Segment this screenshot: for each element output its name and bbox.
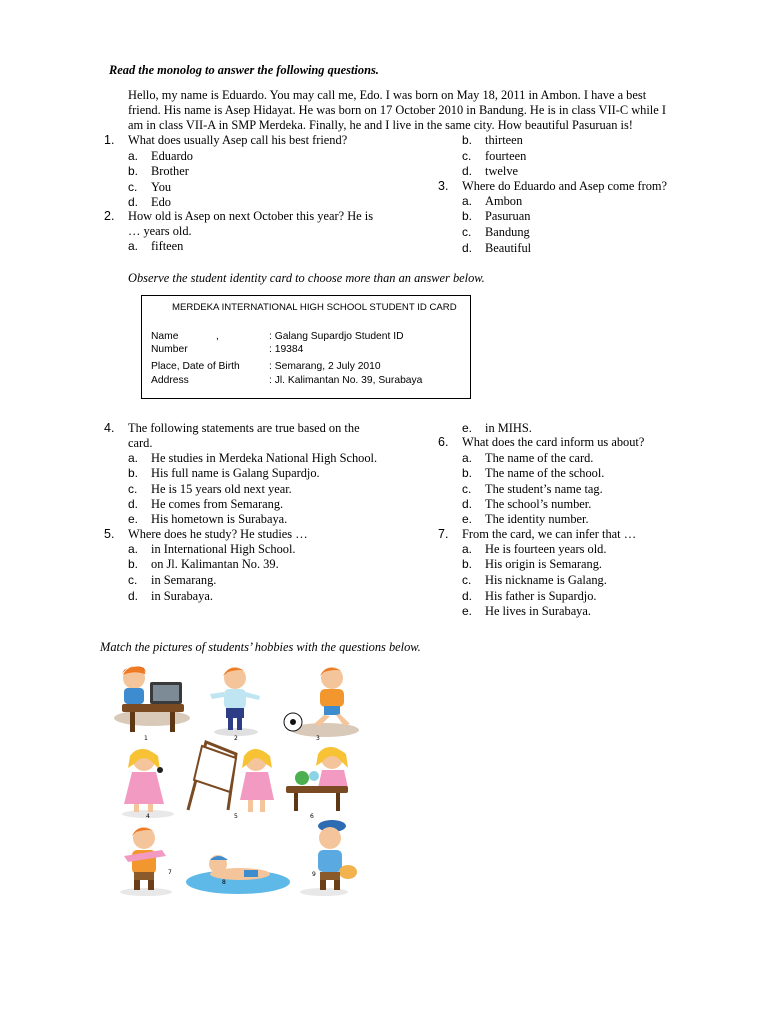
option-letter: b. xyxy=(128,466,139,480)
option-letter: b. xyxy=(462,466,473,480)
hobby-label-2: 2 xyxy=(234,735,238,742)
option-text: The school’s number. xyxy=(485,497,592,511)
option-letter: e. xyxy=(462,512,473,526)
card-name-value: : Galang Supardjo Student ID xyxy=(269,331,404,342)
option-text: He comes from Semarang. xyxy=(151,497,284,511)
hobby-label-6: 6 xyxy=(310,813,314,820)
hobby-football-picture xyxy=(284,667,359,737)
question-text: card. xyxy=(128,436,153,450)
hobby-label-4: 4 xyxy=(146,813,150,820)
option-letter: a. xyxy=(128,542,139,556)
monolog-line: Hello, my name is Eduardo. You may call me, Edo. I was born on May 18, 2011 in Ambon. I have a best xyxy=(128,88,647,102)
hobby-label-8: 8 xyxy=(222,879,226,886)
option-text: The identity number. xyxy=(485,512,589,526)
option-letter: c. xyxy=(462,225,472,239)
option-letter: b. xyxy=(462,133,473,147)
option-letter: b. xyxy=(462,209,473,223)
option-letter: c. xyxy=(462,149,472,163)
monolog-line: am in class VII-A in SMP Merdeka. Finally, he and I live in the same city. How beautiful Pasuruan is! xyxy=(128,118,633,132)
hobby-standing-boy-picture xyxy=(210,667,260,736)
option-text: fifteen xyxy=(151,239,184,253)
option-letter: c. xyxy=(462,482,472,496)
option-letter: d. xyxy=(128,497,139,511)
monolog-line: friend. His name is Asep Hidayat. He was born on 17 October 2010 in Bandung. He is in class VII-C while I xyxy=(128,103,666,117)
option-text: Ambon xyxy=(485,194,523,208)
option-text: in Semarang. xyxy=(151,573,217,587)
option-letter: c. xyxy=(128,482,138,496)
card-birth-value: : Semarang, 2 July 2010 xyxy=(269,361,381,372)
question-number: 3. xyxy=(438,179,449,193)
question-text: How old is Asep on next October this year? He is xyxy=(128,209,374,223)
option-text: His father is Supardjo. xyxy=(485,589,597,603)
hobby-label-9: 9 xyxy=(312,871,316,878)
question-text: What does usually Asep call his best friend? xyxy=(128,133,348,147)
option-text: The name of the school. xyxy=(485,466,605,480)
option-text: The student’s name tag. xyxy=(485,482,603,496)
card-title: MERDEKA INTERNATIONAL HIGH SCHOOL STUDENT ID CARD xyxy=(172,302,457,313)
card-number-label: Number xyxy=(151,344,188,355)
question-number: 4. xyxy=(104,421,115,435)
card-address-value: : Jl. Kalimantan No. 39, Surabaya xyxy=(269,375,423,386)
question-text: Where does he study? He studies … xyxy=(128,527,308,541)
instruction-hobbies: Match the pictures of students’ hobbies with the questions below. xyxy=(100,640,421,654)
option-letter: a. xyxy=(462,542,473,556)
question-number: 1. xyxy=(104,133,115,147)
option-letter: a. xyxy=(128,239,139,253)
hobby-gardening-picture xyxy=(286,747,348,811)
question-text: Where do Eduardo and Asep come from? xyxy=(462,179,668,193)
option-letter: d. xyxy=(462,497,473,511)
option-text: Pasuruan xyxy=(485,209,531,223)
option-text: His hometown is Surabaya. xyxy=(151,512,288,526)
option-text: fourteen xyxy=(485,149,527,163)
hobby-label-1: 1 xyxy=(144,735,148,742)
hobby-swimming-picture xyxy=(186,855,290,894)
card-name-label: Name xyxy=(151,331,179,342)
option-text: He studies in Merdeka National High School. xyxy=(151,451,378,465)
option-letter: d. xyxy=(462,241,473,255)
option-text: Eduardo xyxy=(151,149,193,163)
hobby-singing-picture xyxy=(122,749,174,818)
option-letter: d. xyxy=(128,195,139,209)
instruction-card: Observe the student identity card to choose more than an answer below. xyxy=(128,271,485,285)
option-letter: c. xyxy=(462,573,472,587)
option-text: His origin is Semarang. xyxy=(485,557,603,571)
option-text: He is 15 years old next year. xyxy=(151,482,292,496)
option-letter: d. xyxy=(462,589,473,603)
question-text: What does the card inform us about? xyxy=(462,435,645,449)
option-text: twelve xyxy=(485,164,519,178)
option-text: thirteen xyxy=(485,133,523,147)
student-id-card xyxy=(141,295,471,399)
option-letter: b. xyxy=(462,557,473,571)
card-birth-label: Place, Date of Birth xyxy=(151,361,240,372)
hobby-label-3: 3 xyxy=(316,735,320,742)
option-text: He is fourteen years old. xyxy=(485,542,607,556)
option-letter: c. xyxy=(128,180,138,194)
question-number: 2. xyxy=(104,209,115,223)
hobby-drawing-picture xyxy=(188,742,274,812)
question-text: … years old. xyxy=(128,224,192,238)
hobby-painting-picture xyxy=(300,820,357,896)
option-text: on Jl. Kalimantan No. 39. xyxy=(151,557,279,571)
option-letter: a. xyxy=(128,451,139,465)
option-text: in MIHS. xyxy=(485,421,532,435)
option-letter: a. xyxy=(128,149,139,163)
option-text: The name of the card. xyxy=(485,451,594,465)
option-letter: c. xyxy=(128,573,138,587)
option-letter: d. xyxy=(128,589,139,603)
instruction-monolog: Read the monolog to answer the following questions. xyxy=(109,63,379,77)
question-number: 7. xyxy=(438,527,449,541)
option-text: His full name is Galang Supardjo. xyxy=(151,466,320,480)
question-text: From the card, we can infer that … xyxy=(462,527,637,541)
question-text: The following statements are true based on the xyxy=(128,421,360,435)
option-text: Bandung xyxy=(485,225,530,239)
option-letter: a. xyxy=(462,451,473,465)
question-number: 6. xyxy=(438,435,449,449)
hobby-computer-picture xyxy=(114,666,190,732)
hobby-standing-boy-scarf-picture xyxy=(120,827,172,896)
option-letter: a. xyxy=(462,194,473,208)
card-address-label: Address xyxy=(151,375,189,386)
option-text: He lives in Surabaya. xyxy=(485,604,591,618)
option-text: Brother xyxy=(151,164,189,178)
option-text: in International High School. xyxy=(151,542,296,556)
option-letter: e. xyxy=(462,421,473,435)
option-text: Edo xyxy=(151,195,171,209)
option-letter: e. xyxy=(462,604,473,618)
option-letter: d. xyxy=(462,164,473,178)
option-letter: b. xyxy=(128,557,139,571)
card-number-value: : 19384 xyxy=(269,344,304,355)
option-letter: b. xyxy=(128,164,139,178)
hobby-label-7: 7 xyxy=(168,869,172,876)
option-letter: e. xyxy=(128,512,139,526)
hobby-label-5: 5 xyxy=(234,813,238,820)
card-name-dot: , xyxy=(216,331,219,342)
hobby-pictures xyxy=(110,660,362,898)
option-text: His nickname is Galang. xyxy=(485,573,607,587)
option-text: Beautiful xyxy=(485,241,532,255)
option-text: You xyxy=(151,180,172,194)
option-text: in Surabaya. xyxy=(151,589,213,603)
question-number: 5. xyxy=(104,527,115,541)
